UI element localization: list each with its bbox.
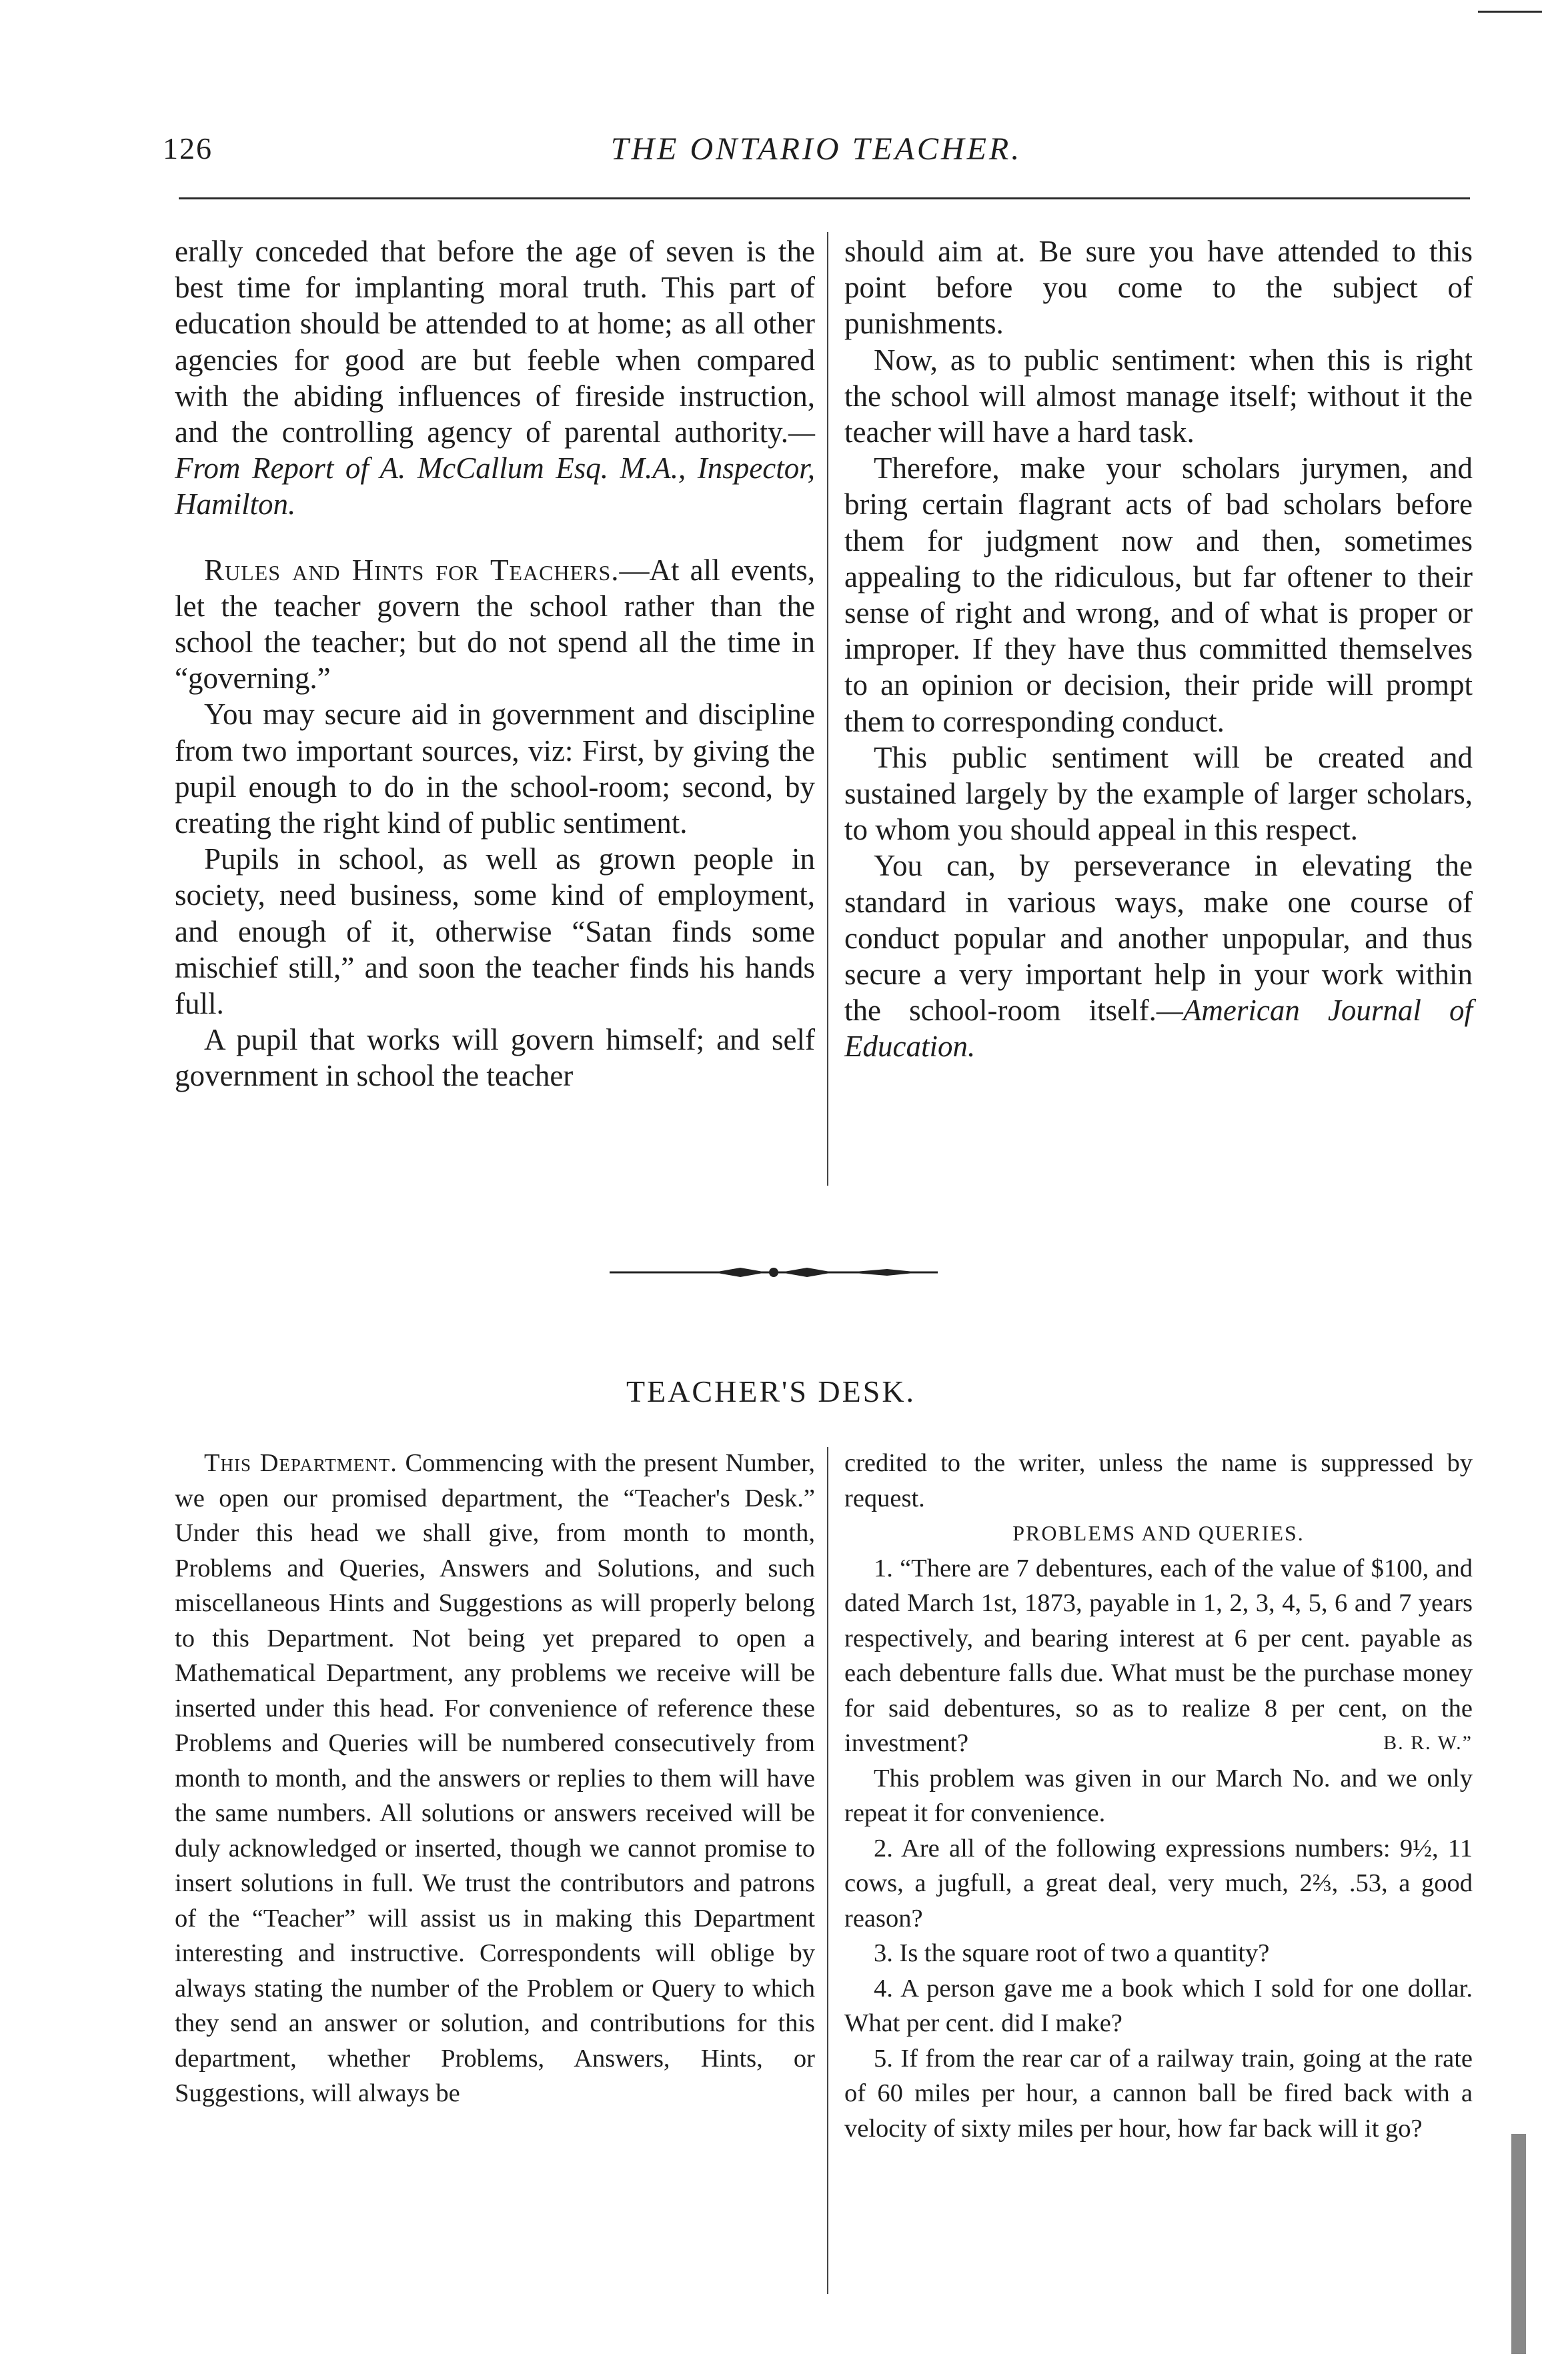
paragraph: You can, by perseverance in elevating the standard in various ways, make one course of conduct popular and another unpopular, and thus secure a very important help in your work within the school-room itself.—American Journal of Education. (844, 849, 1473, 1064)
section-title: TEACHER'S DESK. (626, 1374, 916, 1408)
query-3: 3. Is the square root of two a quantity? (874, 1939, 1270, 1967)
query-1: 1. “There are 7 debentures, each of the value of $100, and dated March 1st, 1873, payable in 1, 2, 3, 4, 5, 6 and 7 years respectively, and bearing interest at 6 per cent. payable as each debenture falls due. What must be the purchase money for said debentures, so as to realize 8 per cent, on the investment? B. R. W.” (844, 1551, 1473, 1761)
scan-edge-mark (1511, 2134, 1526, 2354)
rules-hints-paragraph: Rules and Hints for Teachers.—At all events, let the teacher govern the school rather than the school the teacher; but do not spend all the time in “governing.” (175, 553, 815, 696)
paragraph: Therefore, make your scholars jurymen, and bring certain flagrant acts of bad scholars before them for judgment now and then, sometimes appealing to the ridiculous, but far oftener to their sense of right and wrong, and of what is proper or improper. If they have thus committed themselves to an opinion or decision, their pride will prompt them to corresponding conduct. (844, 451, 1473, 738)
column-divider (827, 1447, 828, 2294)
paragraph: erally conceded that before the age of seven is the best time for implanting moral truth. This part of education should be attended to at home; as all other agencies for good are but feeble when compared with the abiding influences of fireside instruction, and the controlling agency of parental authority.—From Report of A. McCallum Esq. M.A., Inspector, Hamilton. (175, 235, 815, 521)
paragraph: Pupils in school, as well as grown people in society, need business, some kind of employment, and enough of it, otherwise “Satan finds some mischief still,” and soon the teacher finds his hands full. (175, 842, 815, 1021)
corner-rule (1478, 0, 1542, 13)
signature: B. R. W.” (1383, 1732, 1473, 1754)
problems-queries-heading: PROBLEMS AND QUERIES. (1012, 1521, 1305, 1545)
lower-right-column (844, 1446, 1473, 2313)
paragraph: This problem was given in our March No. and we only repeat it for convenience. (844, 1764, 1473, 1827)
attribution: —From Report of A. McCallum Esq. M.A., Inspector, Hamilton. (175, 415, 815, 521)
query-2: 2. Are all of the following expressions numbers: 9½, 11 cows, a jugfull, a great deal, very much, 2⅔, .53, a good reason? (844, 1834, 1473, 1933)
upper-right-column (844, 233, 1473, 1194)
section-heading: Rules and Hints for Teachers. (204, 553, 620, 587)
attribution: —American Journal of Education. (844, 994, 1473, 1064)
header-rule (179, 197, 1470, 199)
running-title: THE ONTARIO TEACHER. (610, 131, 1022, 167)
paragraph: This public sentiment will be created and sustained largely by the example of larger scholars, to whom you should appeal in this respect. (844, 740, 1473, 847)
column-divider (827, 232, 828, 1186)
page-header (163, 131, 1470, 177)
paragraph: Now, as to public sentiment: when this is right the school will almost manage itself; without it the teacher will have a hard task. (844, 343, 1473, 449)
paragraph: should aim at. Be sure you have attended to this point before you come to the subject of punishments. (844, 235, 1473, 341)
paragraph: credited to the writer, unless the name is suppressed by request. (844, 1449, 1473, 1512)
lead-in: This Department. (204, 1449, 398, 1477)
paragraph: You may secure aid in government and discipline from two important sources, viz: First, by giving the pupil enough to do in the school-room; second, by creating the right kind of public sentiment. (175, 698, 815, 840)
query-5: 5. If from the rear car of a railway train, going at the rate of 60 miles per hour, a cannon ball be fired back with a velocity of sixty miles per hour, how far back will it go? (844, 2044, 1473, 2143)
paragraph: A pupil that works will govern himself; and self government in school the teacher (175, 1023, 815, 1093)
query-4: 4. A person gave me a book which I sold for one dollar. What per cent. did I make? (844, 1974, 1473, 2037)
department-paragraph: This Department. Commencing with the present Number, we open our promised department, the “Teacher's Desk.” Under this head we shall give, from month to month, Problems and Queries, Answers and Solutions, and such miscellaneous Hints and Suggestions as will properly belong to this Department. Not being yet prepared to open a Mathematical Department, any problems we receive will be inserted under this head. For convenience of reference these Problems and Queries will be numbered consecutively from month to month, and the answers or replies to them will have the same numbers. All solutions or answers received will be duly acknowledged or inserted, though we cannot promise to insert solutions in full. We trust the contributors and patrons of the “Teacher” will assist us in making this Department interesting and instructive. Correspondents will oblige by always stating the number of the Problem or Query to which they send an answer or solution, and contributions for this department, whether Problems, Answers, Hints, or Suggestions, will always be (175, 1449, 815, 2107)
upper-left-column (175, 233, 815, 1194)
page-number: 126 (163, 131, 213, 165)
ornament-divider-icon (607, 1262, 940, 1282)
lower-left-column (175, 1446, 815, 2313)
